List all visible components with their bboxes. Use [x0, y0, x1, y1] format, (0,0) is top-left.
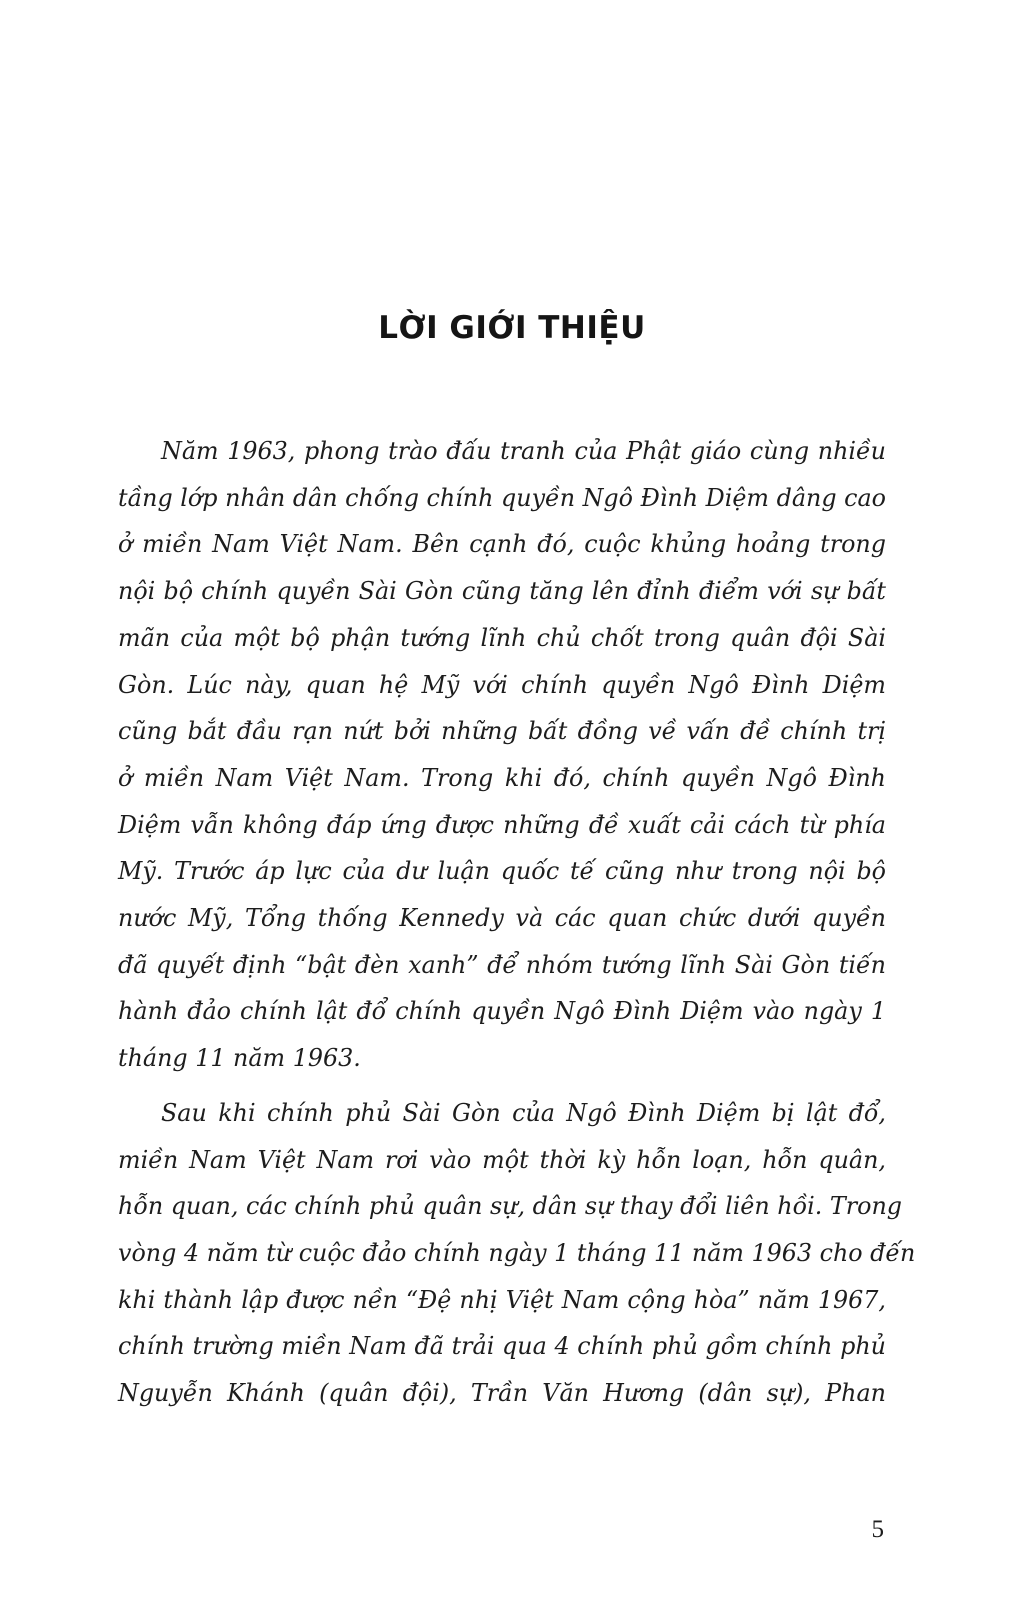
text-line: vòng 4 năm từ cuộc đảo chính ngày 1 tháng 11 năm 1963 cho đến [118, 1238, 916, 1267]
text-line: nội bộ chính quyền Sài Gòn cũng tăng lên đỉnh điểm với sự bất [118, 577, 886, 606]
text-line: Sau khi chính phủ Sài Gòn của Ngô Đình Diệm bị lật đổ, [161, 1098, 886, 1127]
text-line: mãn của một bộ phận tướng lĩnh chủ chốt trong quân đội Sài [118, 623, 886, 652]
text-line: Nguyễn Khánh (quân đội), Trần Văn Hương (dân sự), Phan [118, 1379, 886, 1408]
text-line: chính trường miền Nam đã trải qua 4 chính phủ gồm chính phủ [118, 1332, 886, 1361]
text-line: Gòn. Lúc này, quan hệ Mỹ với chính quyền Ngô Đình Diệm [118, 670, 886, 699]
page-title: LỜI GIỚI THIỆU [378, 310, 646, 346]
text-line: tháng 11 năm 1963. [118, 1044, 361, 1073]
text-line: ở miền Nam Việt Nam. Trong khi đó, chính quyền Ngô Đình [118, 763, 886, 792]
body-text [118, 428, 916, 1417]
page-number: 5 [871, 1516, 884, 1543]
text-line: hành đảo chính lật đổ chính quyền Ngô Đình Diệm vào ngày 1 [118, 997, 886, 1026]
text-line: Diệm vẫn không đáp ứng được những đề xuất cải cách từ phía [118, 810, 886, 839]
text-line: đã quyết định “bật đèn xanh” để nhóm tướng lĩnh Sài Gòn tiến [118, 950, 886, 979]
text-line: Năm 1963, phong trào đấu tranh của Phật giáo cùng nhiều [161, 437, 886, 465]
text-line: tầng lớp nhân dân chống chính quyền Ngô Đình Diệm dâng cao [118, 483, 886, 512]
text-line: ở miền Nam Việt Nam. Bên cạnh đó, cuộc khủng hoảng trong [118, 530, 886, 559]
text-line: hỗn quan, các chính phủ quân sự, dân sự thay đổi liên hồi. Trong [118, 1192, 903, 1221]
text-line: miền Nam Việt Nam rơi vào một thời kỳ hỗn loạn, hỗn quân, [118, 1145, 886, 1174]
text-line: khi thành lập được nền “Đệ nhị Việt Nam cộng hòa” năm 1967, [118, 1285, 886, 1314]
text-line: cũng bắt đầu rạn nứt bởi những bất đồng về vấn đề chính trị [118, 717, 886, 746]
paragraph-2 [118, 1090, 916, 1417]
text-line: nước Mỹ, Tổng thống Kennedy và các quan chức dưới quyền [118, 904, 886, 933]
paragraph-1 [118, 428, 886, 1082]
text-line: Mỹ. Trước áp lực của dư luận quốc tế cũng như trong nội bộ [118, 857, 886, 886]
